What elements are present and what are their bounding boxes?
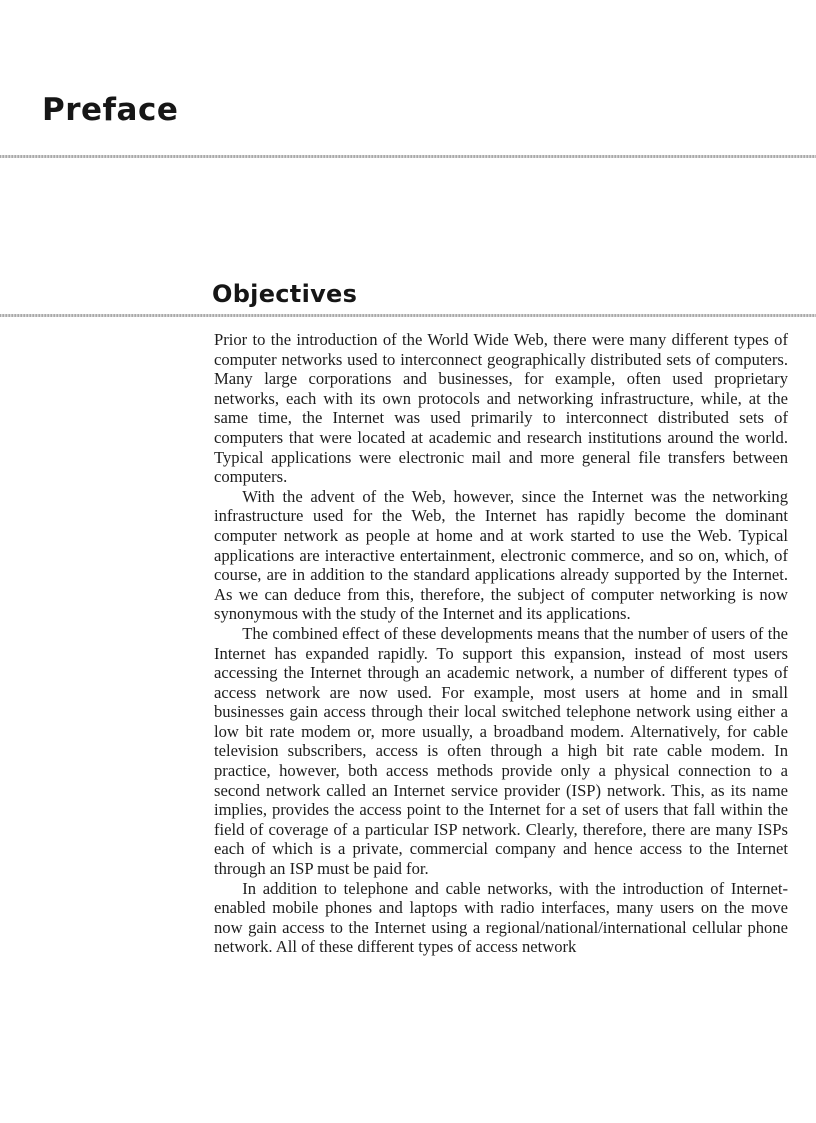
chapter-title: Preface — [42, 92, 179, 128]
section-divider — [0, 314, 816, 317]
paragraph-2: With the advent of the Web, however, since the Internet was the networking infrastructure used for the Web, the Internet has rapidly become the dominant computer network as people at home and at work started to use the Web. Typical applications are interactive entertainment, electronic commerce, and so on, which, of course, are in addition to the standard applications already supported by the Internet. As we can deduce from this, therefore, the subject of computer networking is now synonymous with the study of the Internet and its applications. — [214, 486, 788, 624]
paragraph-1: Prior to the introduction of the World Wide Web, there were many different types of computer networks used to interconnect geographically distributed sets of computers. Many large corporations and businesses, for example, often used proprietary networks, each with its own protocols and networking infrastructure, while, at the same time, the Internet was used primarily to interconnect distributed sets of computers that were located at academic and research institutions around the world. Typical applications were electronic mail and more general file transfers between computers. — [214, 330, 788, 487]
title-divider — [0, 155, 816, 158]
body-text — [214, 330, 788, 957]
paragraph-4: In addition to telephone and cable networks, with the introduction of Internet-enabled mobile phones and laptops with radio interfaces, many users on the move now gain access to the Internet using a regional/national/international cellular phone network. All of these different types of access network — [214, 878, 788, 957]
section-heading-objectives: Objectives — [212, 280, 358, 308]
paragraph-3: The combined effect of these developments means that the number of users of the Internet has expanded rapidly. To support this expansion, instead of most users accessing the Internet through an academic network, a number of different types of access network are now used. For example, most users at home and in small businesses gain access through their local switched telephone network using either a low bit rate modem or, more usually, a broadband modem. Alternatively, for cable television subscribers, access is often through a high bit rate cable modem. In practice, however, both access methods provide only a physical connection to a second network called an Internet service provider (ISP) network. This, as its name implies, provides the access point to the Internet for a set of users that fall within the field of coverage of a particular ISP network. Clearly, therefore, there are many ISPs each of which is a private, commercial company and hence access to the Internet through an ISP must be paid for. — [214, 623, 788, 879]
